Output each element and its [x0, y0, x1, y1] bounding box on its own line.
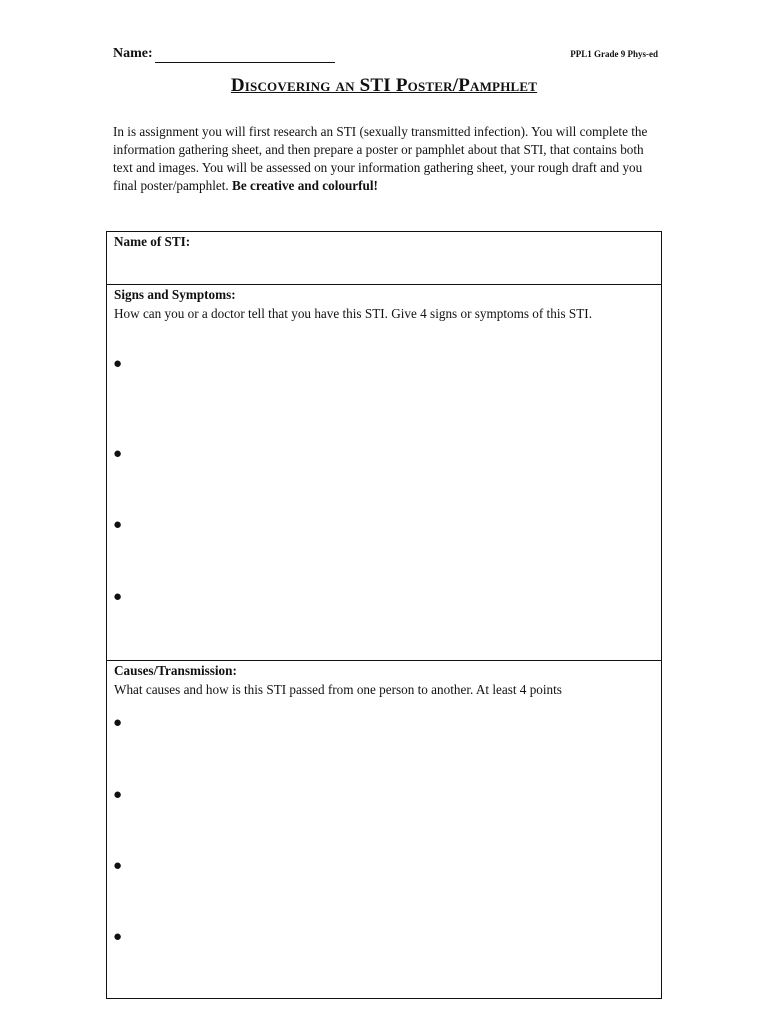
causes-transmission-cell: [107, 661, 661, 999]
name-label: Name:: [113, 46, 153, 61]
causes-bullet-1: ●: [113, 715, 123, 731]
worksheet-header: [113, 46, 658, 66]
causes-bullet-3: ●: [113, 858, 123, 874]
signs-bullet-3: ●: [113, 517, 123, 533]
signs-symptoms-heading: Signs and Symptoms:: [114, 287, 236, 302]
name-of-sti-cell: [107, 232, 661, 285]
signs-bullet-2: ●: [113, 446, 123, 462]
signs-bullet-4: ●: [113, 589, 123, 605]
name-blank-line: [155, 62, 335, 63]
signs-symptoms-description: How can you or a doctor tell that you have this STI. Give 4 signs or symptoms of this STI.: [114, 306, 592, 321]
causes-bullet-4: ●: [113, 929, 123, 945]
instructions-emphasis: Be creative and colourful!: [232, 178, 378, 193]
instructions-text: In is assignment you will first research an STI (sexually transmitted infection). You will complete the information gathering sheet, and then prepare a poster or pamphlet about that STI, that contains both text and images. You will be assessed on your information gathering sheet, your rough draft and you final poster/pamphlet.: [113, 124, 648, 193]
causes-bullet-2: ●: [113, 787, 123, 803]
causes-transmission-description: What causes and how is this STI passed from one person to another. At least 4 points: [114, 682, 562, 697]
assignment-instructions: [113, 123, 658, 195]
signs-bullet-1: ●: [113, 356, 123, 372]
page-title: Discovering an STI Poster/Pamphlet: [230, 75, 538, 96]
course-label: PPL1 Grade 9 Phys-ed: [570, 49, 658, 59]
name-of-sti-heading: Name of STI:: [114, 234, 191, 249]
signs-symptoms-cell: [107, 285, 661, 661]
causes-transmission-heading: Causes/Transmission:: [114, 663, 237, 678]
info-gathering-table: [106, 231, 662, 999]
